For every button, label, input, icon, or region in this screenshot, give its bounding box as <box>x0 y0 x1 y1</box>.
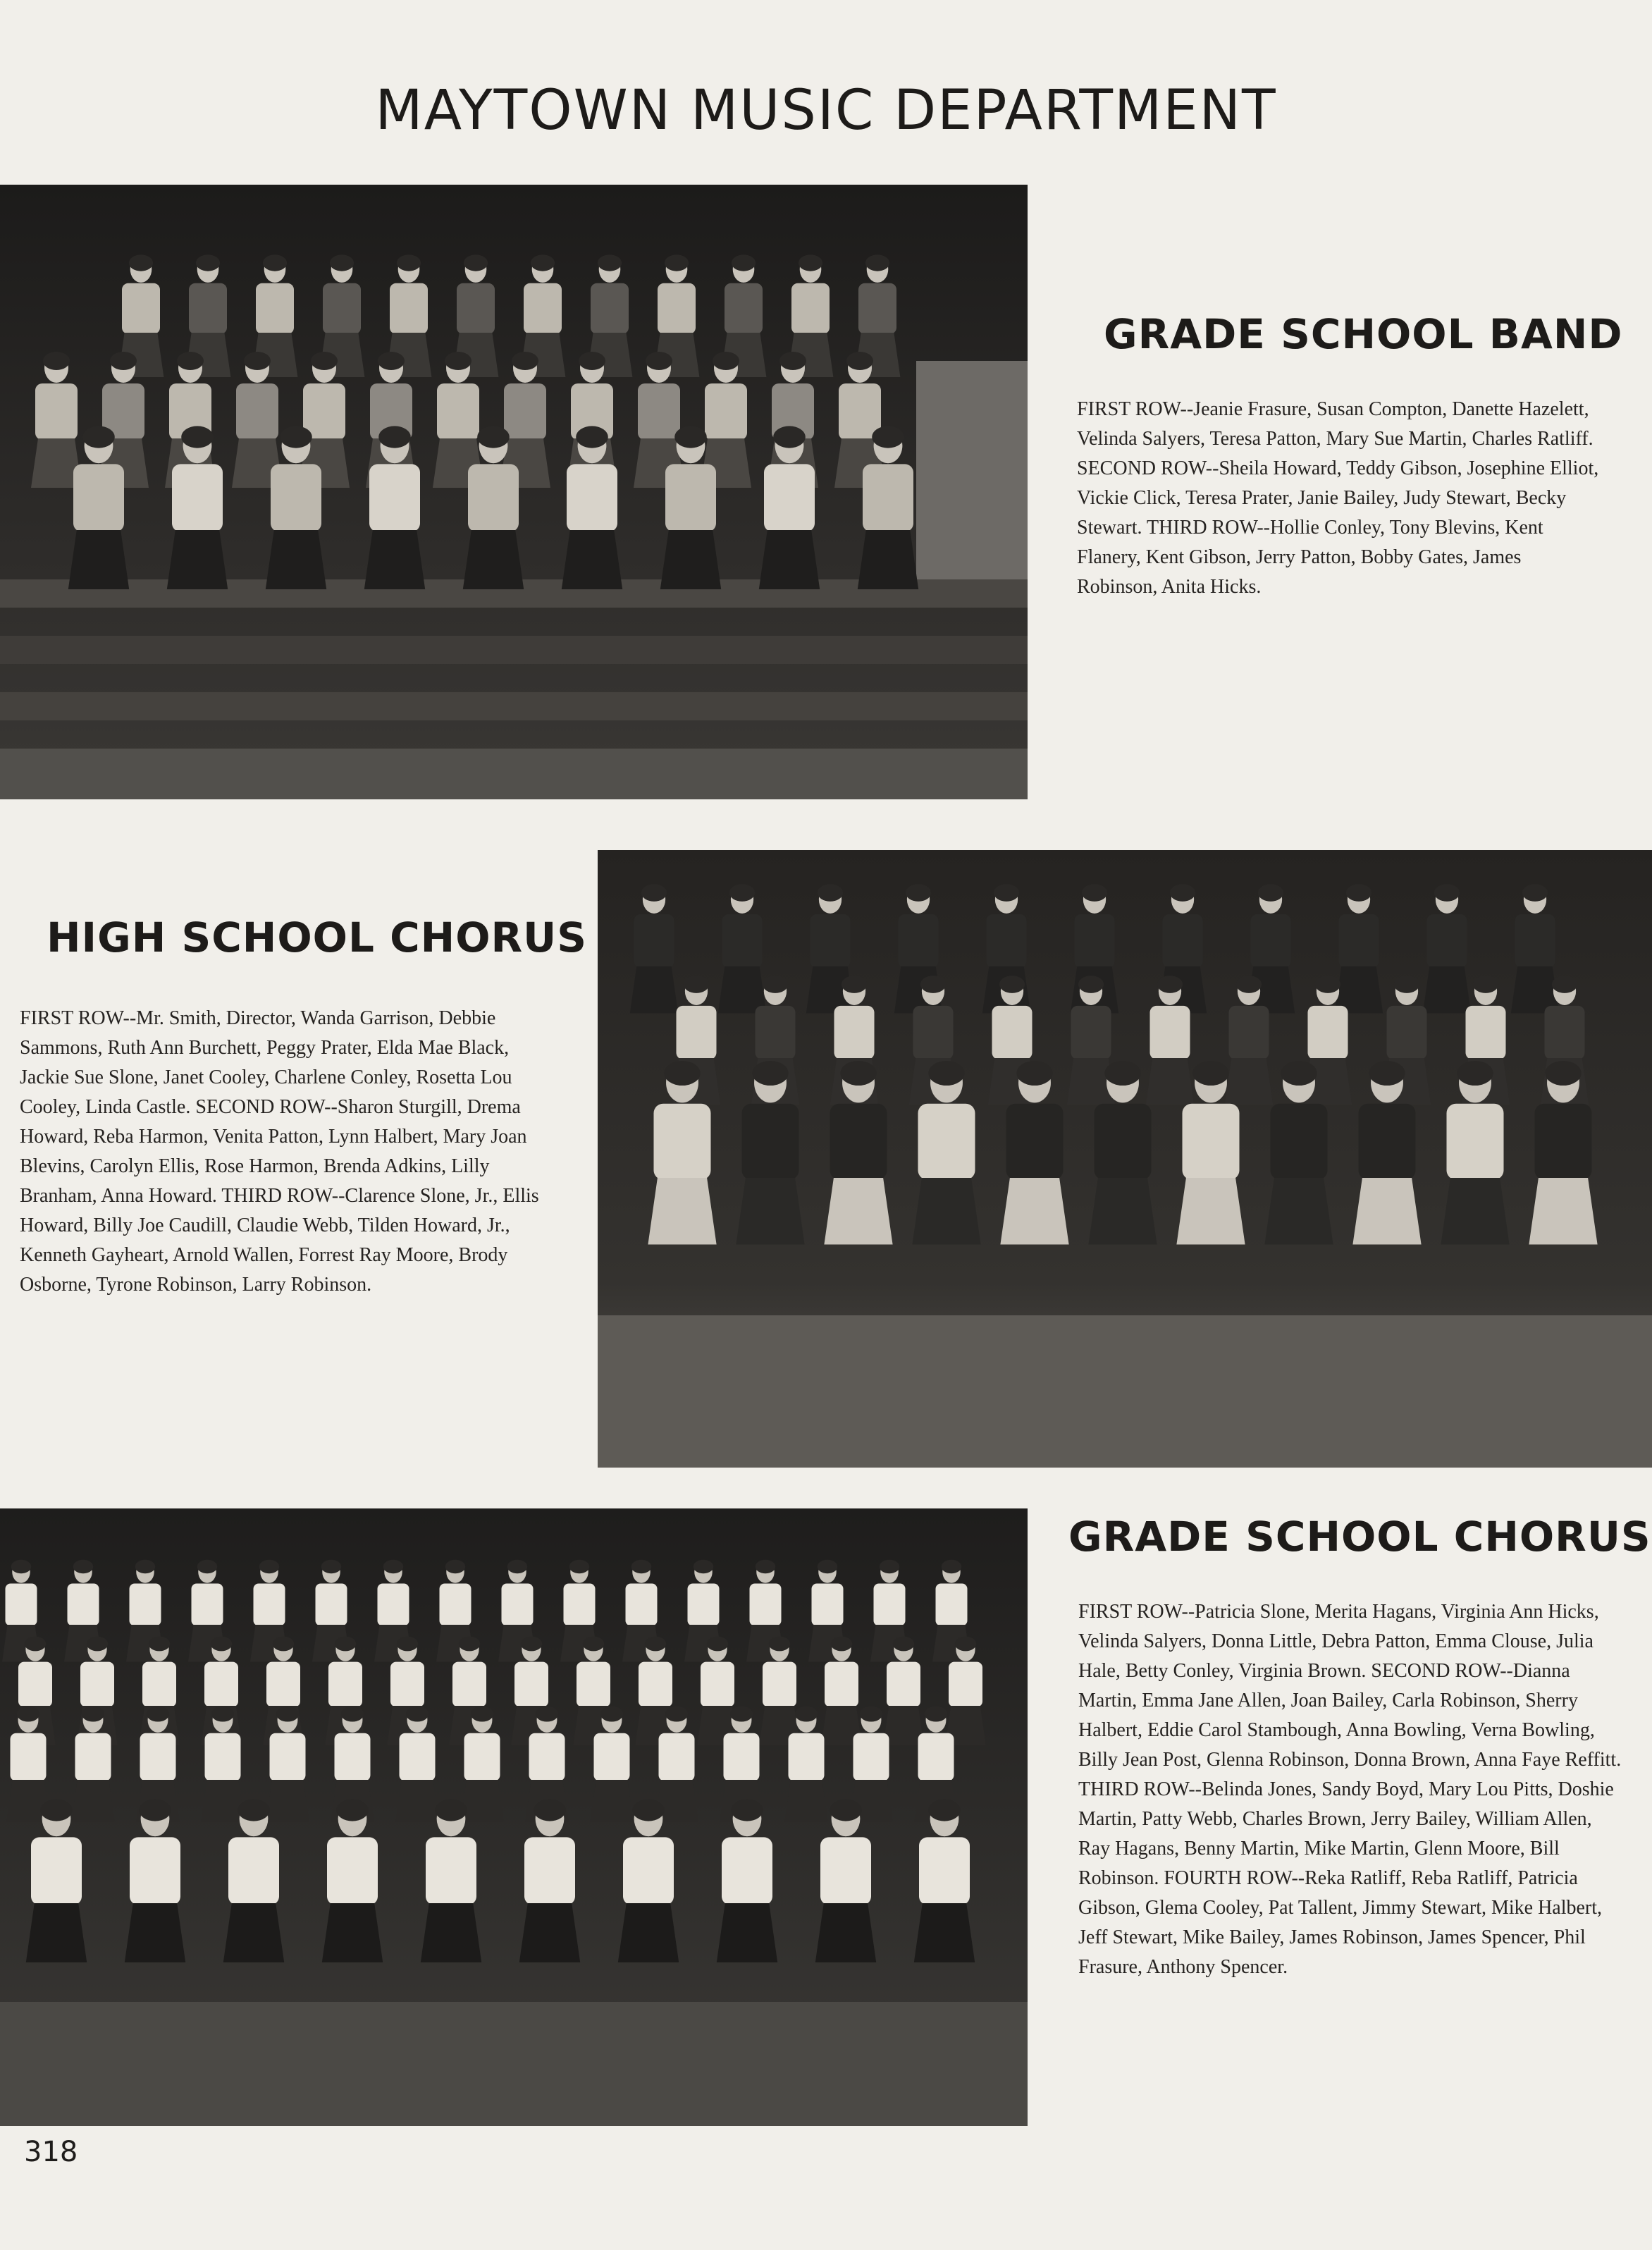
high-school-chorus-heading: HIGH SCHOOL CHORUS <box>47 914 588 961</box>
high-school-chorus-photo <box>598 850 1652 1468</box>
high-school-chorus-caption: FIRST ROW--Mr. Smith, Director, Wanda Garrison, Debbie Sammons, Ruth Ann Burchett, Peggy Prater, Elda Mae Black, Jackie Sue Slone, Janet Cooley, Charlene Conley, Rosetta Lou Cooley, Linda Castle. SECOND ROW--Sharon Sturgill, Drema Howard, Reba Harmon, Venita Patton, Lynn Halbert, Mary Joan Blevins, Carolyn Ellis, Rose Harmon, Brenda Adkins, Lilly Branham, Anna Howard. THIRD ROW--Clarence Slone, Jr., Ellis Howard, Billy Joe Caudill, Claudie Webb, Tilden Howard, Jr., Kenneth Gayheart, Arnold Wallen, Forrest Ray Moore, Brody Osborne, Tyrone Robinson, Larry Robinson. <box>20 1007 539 1296</box>
grade-school-band-heading: GRADE SCHOOL BAND <box>1104 310 1623 358</box>
grade-school-chorus-heading: GRADE SCHOOL CHORUS <box>1068 1513 1651 1561</box>
page-title: MAYTOWN MUSIC DEPARTMENT <box>375 79 1277 142</box>
grade-school-band-caption: FIRST ROW--Jeanie Frasure, Susan Compton, Danette Hazelett, Velinda Salyers, Teresa Patton, Mary Sue Martin, Charles Ratliff. SECOND ROW--Sheila Howard, Teddy Gibson, Josephine Elliot, Vickie Click, Teresa Prater, Janie Bailey, Judy Stewart, Becky Stewart. THIRD ROW--Hollie Conley, Tony Blevins, Kent Flanery, Kent Gibson, Jerry Patton, Bobby Gates, James Robinson, Anita Hicks. <box>1077 398 1599 598</box>
page-number: 318 <box>24 2136 78 2168</box>
grade-school-chorus-caption: FIRST ROW--Patricia Slone, Merita Hagans, Virginia Ann Hicks, Velinda Salyers, Donna Little, Debra Patton, Emma Clouse, Julia Hale, Betty Conley, Virginia Brown. SECOND ROW--Dianna Martin, Emma Jane Allen, Joan Bailey, Carla Robinson, Sherry Halbert, Eddie Carol Stambough, Anna Bowling, Verna Bowling, Billy Jean Post, Glenna Robinson, Donna Brown, Anna Faye Reffitt. THIRD ROW--Belinda Jones, Sandy Boyd, Mary Lou Pitts, Doshie Martin, Patty Webb, Charles Brown, Jerry Bailey, William Allen, Ray Hagans, Benny Martin, Mike Martin, Glenn Moore, Bill Robinson. FOURTH ROW--Reka Ratliff, Reba Ratliff, Patricia Gibson, Glema Cooley, Pat Tallent, Jimmy Stewart, Mike Halbert, Jeff Stewart, Mike Bailey, James Robinson, James Spencer, Phil Frasure, Anthony Spencer. <box>1078 1601 1622 1978</box>
grade-school-band-photo <box>0 185 1028 799</box>
grade-school-chorus-photo <box>0 1508 1028 2126</box>
